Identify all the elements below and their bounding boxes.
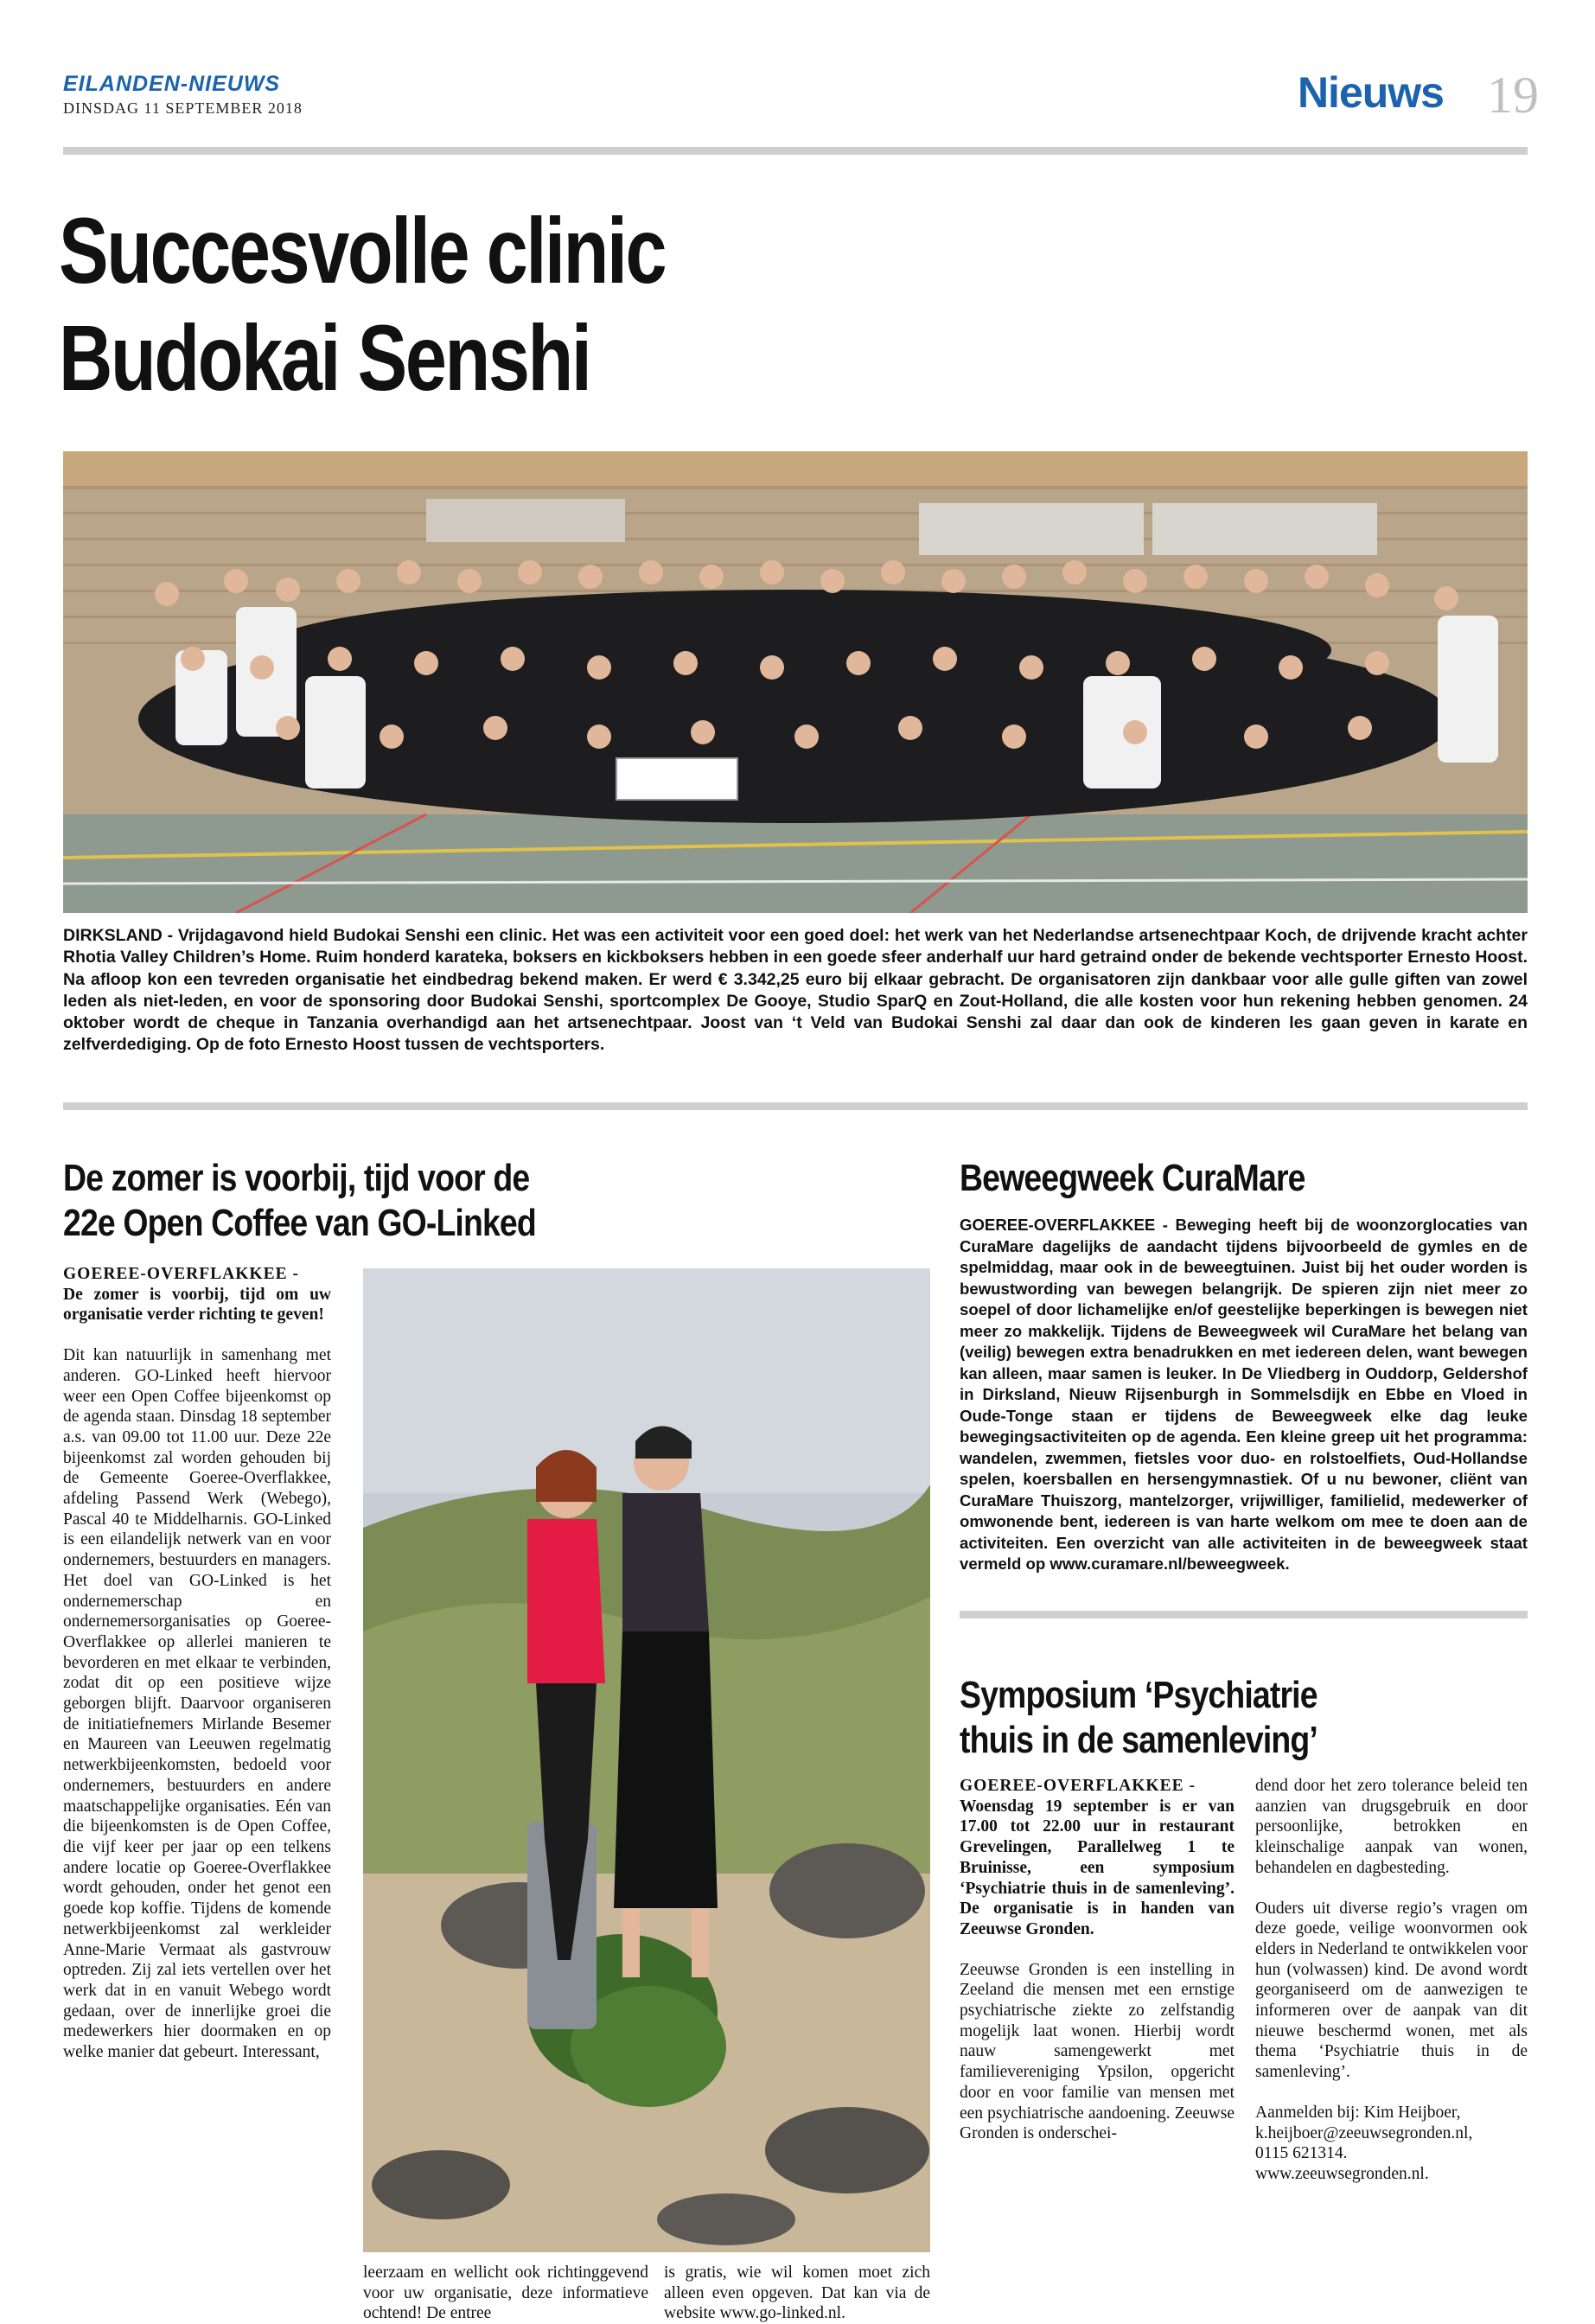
curamare-body: GOEREE-OVERFLAKKEE - Beweging heeft bij de woonzorglocaties van CuraMare dagelijks de aandacht tijdens bijvoorbeeld de gymles en de spelmiddag, maar ook in de beweegtuinen. Juist bij het ouder worden is bewustwording van bewegen belangrijk. De spieren zijn niet meer zo soepel of door lichamelijke en/of geestelijke beperkingen is bewegen niet meer zo makkelijk. Tijdens de Beweegweek wil CuraMare het belang van (veilig) bewegen extra benadrukken en met iedereen delen, want bewegen kan alleen, maar samen is leuker. In De Vliedberg in Ouddorp, Geldershof in Dirksland, Nieuw Rijsenburgh in Sommelsdijk en Ebbe en Vloed in Oude-Tonge staan er tijdens de Beweegweek elke dag leuke bewegingsactiviteiten op de agenda. Een kleine greep uit het programma: wandelen, zwemmen, fietsles voor duo- en rolstoelfiets, Oud-Hollandse spelen, koersballen en hersengymnastiek. Of u nu bewoner, cliënt van CuraMare Thuiszorg, mantelzorger, vrijwilliger, familielid, medewerker of omwonende bent, iedereen is van harte welkom om mee te doen aan de activiteiten. Een overzicht van alle activiteiten in de beweegweek staat vermeld op www.curamare.nl/beweegweek.	[960, 1216, 1528, 1573]
symposium-column-2	[1255, 1776, 1528, 2185]
golinked-title-line-1: De zomer is voorbij, tijd voor de	[63, 1157, 530, 1199]
symposium-contact	[1255, 2103, 1528, 2185]
group-photo-illustration	[63, 451, 1528, 913]
golinked-column-1	[63, 1264, 331, 2063]
golinked-body-1: Dit kan natuurlijk in samenhang met anderen. GO-Linked heeft hiervoor weer een Open Coffee bijeenkomst op de agenda staan. Dinsdag 18 september a.s. van 09.00 tot 11.00 uur. Deze 22e bijeenkomst zal worden gehouden bij de Gemeente Goeree-Overflakkee, afdeling Passend Werk (Webego), Pascal 40 te Middelharnis. GO-Linked is een eilandelijk netwerk van en voor ondernemers, bestuurders en managers. Het doel van GO-Linked is het ondernemerschap en ondernemersorganisaties op Goeree-Overflakkee op allerlei manieren te bevorderen en met elkaar te verbinden, zodat dit op een positieve wijze geborgen blijft. Daarvoor organiseren de initiatiefnemers Mirlande Besemer en Maureen van Leeuwen regelmatig netwerkbijeenkomsten, bedoeld voor ondernemers, bestuurders en andere maatschappelijke organisaties. Eén van die bijeenkomsten is de Open Coffee, die vijf keer per jaar op een telkens andere locatie op Goeree-Overflakkee wordt gehouden, onder het genot een goede kop koffie. Tijdens de komende netwerkbijeenkomst zal werkleider Anne-Marie Vermaat als gastvrouw optreden. Zij zal iets vertellen over het werk dat in en vanuit Webego wordt gedaan, over de innerlijke groei die medewerkers hier doormaken en op welke manier dat gebeurt. Interessant,	[63, 1346, 331, 2062]
golinked-title	[63, 1156, 536, 1246]
contact-email: k.heijboer@zeeuwsegronden.nl,	[1255, 2123, 1473, 2142]
headline-line-1: Succesvolle clinic	[59, 198, 666, 303]
contact-name: Aanmelden bij: Kim Heijboer,	[1255, 2103, 1461, 2122]
symposium-title-line-1: Symposium ‘Psychiatrie	[960, 1674, 1317, 1716]
golinked-column-3: is gratis, wie wil komen moet zich alleen even opgeven. Dat kan via de website www.go-linked.nl.	[664, 2263, 930, 2323]
main-photo-caption: DIRKSLAND - Vrijdagavond hield Budokai Senshi een clinic. Het was een activiteit voor een goed doel: het werk van het Nederlandse artsenechtpaar Koch, de drijvende kracht achter Rhotia Valley Children’s Home. Ruim honderd karateka, boksers en kickboksers hebben in een goede sfeer anderhalf uur hard getraind onder de bekende vechtsporter Ernesto Hoost. Na afloop kon een tevreden organisatie het eindbedrag bekend maken. Er werd € 3.342,25 euro bij elkaar gebracht. De organisatoren zijn dankbaar voor alle gulle giften van zowel leden als niet-leden, en voor de sponsoring door Budokai Senshi, sportcomplex De Gooye, Studio SparQ en Zout-Holland, die alle kosten voor hun rekening hebben genomen. 24 oktober wordt de cheque in Tanzania overhandigd aan het artsenechtpaar. Joost van ‘t Veld van Budokai Senshi zal daar dan ook de kinderen les gaan geven in karate en zelfverdediging. Op de foto Ernesto Hoost tussen de vechtsporters.	[63, 926, 1528, 1055]
golinked-title-line-2: 22e Open Coffee van GO-Linked	[63, 1202, 536, 1244]
header-rule	[63, 147, 1528, 155]
golinked-dateline: GOEREE-OVERFLAKKEE -	[63, 1265, 299, 1283]
issue-date: DINSDAG 11 SEPTEMBER 2018	[63, 99, 303, 117]
symposium-dateline: GOEREE-OVERFLAKKEE -	[960, 1777, 1196, 1795]
symposium-body-3: Ouders uit diverse regio’s vragen om deze goede, veilige woonvormen ook elders in Nederland te ontwikkelen voor hun (volwassen) kind. De avond wordt georganiseerd om de aanwezigen te informeren over de aanpak van dit nieuwe beschermd wonen, met als thema ‘Psychiatrie thuis in de samenleving’.	[1255, 1899, 1528, 2082]
page-number: 19	[1487, 67, 1539, 124]
symposium-lead: Woensdag 19 september is er van 17.00 tot 22.00 uur in restaurant Grevelingen, Parallelweg 1 te Bruinisse, een symposium ‘Psychiatrie thuis in de samenleving’. De organisatie is in handen van Zeeuwse Gronden.	[960, 1797, 1235, 1938]
golinked-lead: De zomer is voorbij, tijd om uw organisatie verder richting te geven!	[63, 1285, 331, 1325]
contact-website: www.zeeuwsegronden.nl.	[1255, 2164, 1429, 2183]
section-label: Nieuws	[1297, 68, 1444, 117]
golinked-photo	[363, 1268, 930, 2252]
section-rule	[63, 1102, 1528, 1110]
curamare-title: Beweegweek CuraMare	[960, 1157, 1305, 1199]
curamare-rule	[960, 1611, 1528, 1618]
symposium-title	[960, 1673, 1317, 1763]
golinked-column-2: leerzaam en wellicht ook richtinggevend voor uw organisatie, deze informatieve ochtend! De entree	[363, 2263, 648, 2323]
symposium-column-1	[960, 1776, 1235, 2144]
headline-line-2: Budokai Senshi	[59, 305, 590, 410]
symposium-body-2: dend door het zero tolerance beleid ten aanzien van drugsgebruik en door persoonlijke, betrokken en kleinschalige aanpak van wonen, behandelen en dagbesteding.	[1255, 1777, 1528, 1877]
symposium-body-1: Zeeuwse Gronden is een instelling in Zeeland die mensen met een ernstige psychiatrische ziekte zo zelfstandig mogelijk laat wonen. Hierbij wordt nauw samengewerkt met familievereniging Ypsilon, opgericht door en voor familie van mensen met een psychiatrische aandoening. Zeeuwse Gronden is onderschei-	[960, 1960, 1235, 2143]
main-headline	[59, 197, 665, 412]
contact-phone: 0115 621314.	[1255, 2144, 1348, 2163]
group-photo	[63, 451, 1528, 913]
symposium-title-line-2: thuis in de samenleving’	[960, 1719, 1317, 1761]
golinked-photo-illustration	[363, 1268, 930, 2252]
paper-name: EILANDEN-NIEUWS	[63, 72, 281, 96]
